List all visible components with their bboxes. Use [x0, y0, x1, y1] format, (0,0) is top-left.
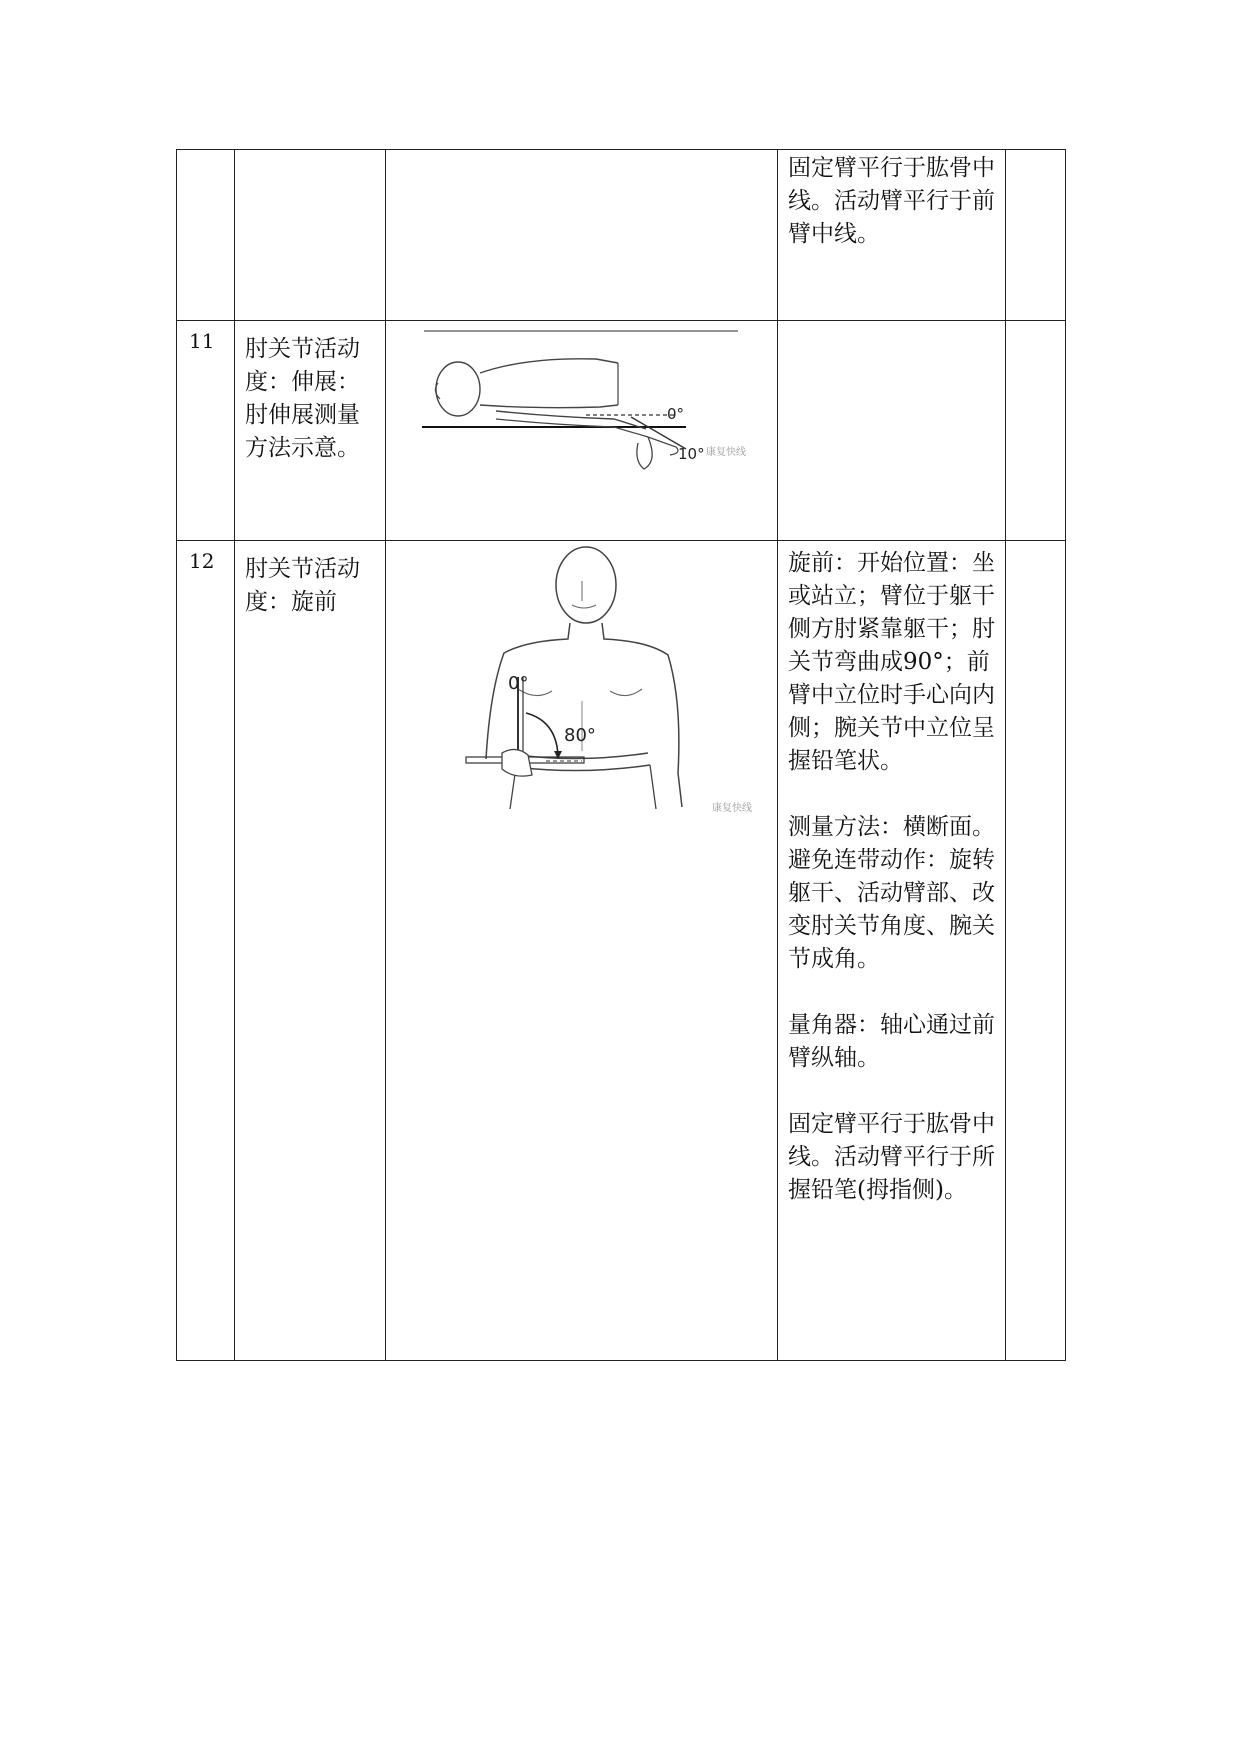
figure-cell [386, 321, 778, 541]
elbow-pronation-figure [386, 541, 778, 831]
rom-measurement-table [176, 149, 1066, 1361]
row-title-cell: 肘关节活动度：旋前 [235, 541, 386, 1361]
row-number-cell [177, 150, 235, 321]
description-cell [778, 150, 1006, 321]
description-paragraph: 旋前：开始位置：坐或站立；臂位于躯干侧方肘紧靠躯干；肘关节弯曲成90°；前臂中立位时手心向内侧；腕关节中立位呈握铅笔状。 [788, 550, 995, 774]
row-title-cell [235, 150, 386, 321]
description-paragraph: 固定臂平行于肱骨中线。活动臂平行于所握铅笔(拇指侧)。 [788, 1111, 995, 1203]
blank-cell [1006, 541, 1066, 1361]
description [778, 541, 1005, 1207]
angle-label: 0° [667, 405, 685, 423]
figure-cell [386, 150, 778, 321]
blank-cell [1006, 150, 1066, 321]
row-title-cell: 肘关节活动度：伸展：肘伸展测量方法示意。 [235, 321, 386, 541]
description-cell [778, 541, 1006, 1361]
row-number-cell: 12 [177, 541, 235, 1361]
description-paragraph: 量角器：轴心通过前臂纵轴。 [788, 1012, 995, 1071]
description [778, 150, 1005, 251]
table-row [177, 321, 1066, 541]
table-row [177, 150, 1066, 321]
table-row [177, 541, 1066, 1361]
watermark: 康复快线 [706, 447, 746, 458]
description-paragraph: 测量方法：横断面。避免连带动作：旋转躯干、活动臂部、改变肘关节角度、腕关节成角。 [788, 814, 995, 972]
description-paragraph: 固定臂平行于肱骨中线。活动臂平行于前臂中线。 [788, 155, 995, 247]
watermark: 康复快线 [712, 803, 752, 814]
description-cell [778, 321, 1006, 541]
figure-cell [386, 541, 778, 1361]
elbow-extension-figure [386, 321, 778, 536]
angle-label: 10° [678, 445, 705, 463]
angle-label: 80° [564, 725, 596, 746]
row-number-cell: 11 [177, 321, 235, 541]
angle-label: 0° [508, 673, 529, 694]
blank-cell [1006, 321, 1066, 541]
